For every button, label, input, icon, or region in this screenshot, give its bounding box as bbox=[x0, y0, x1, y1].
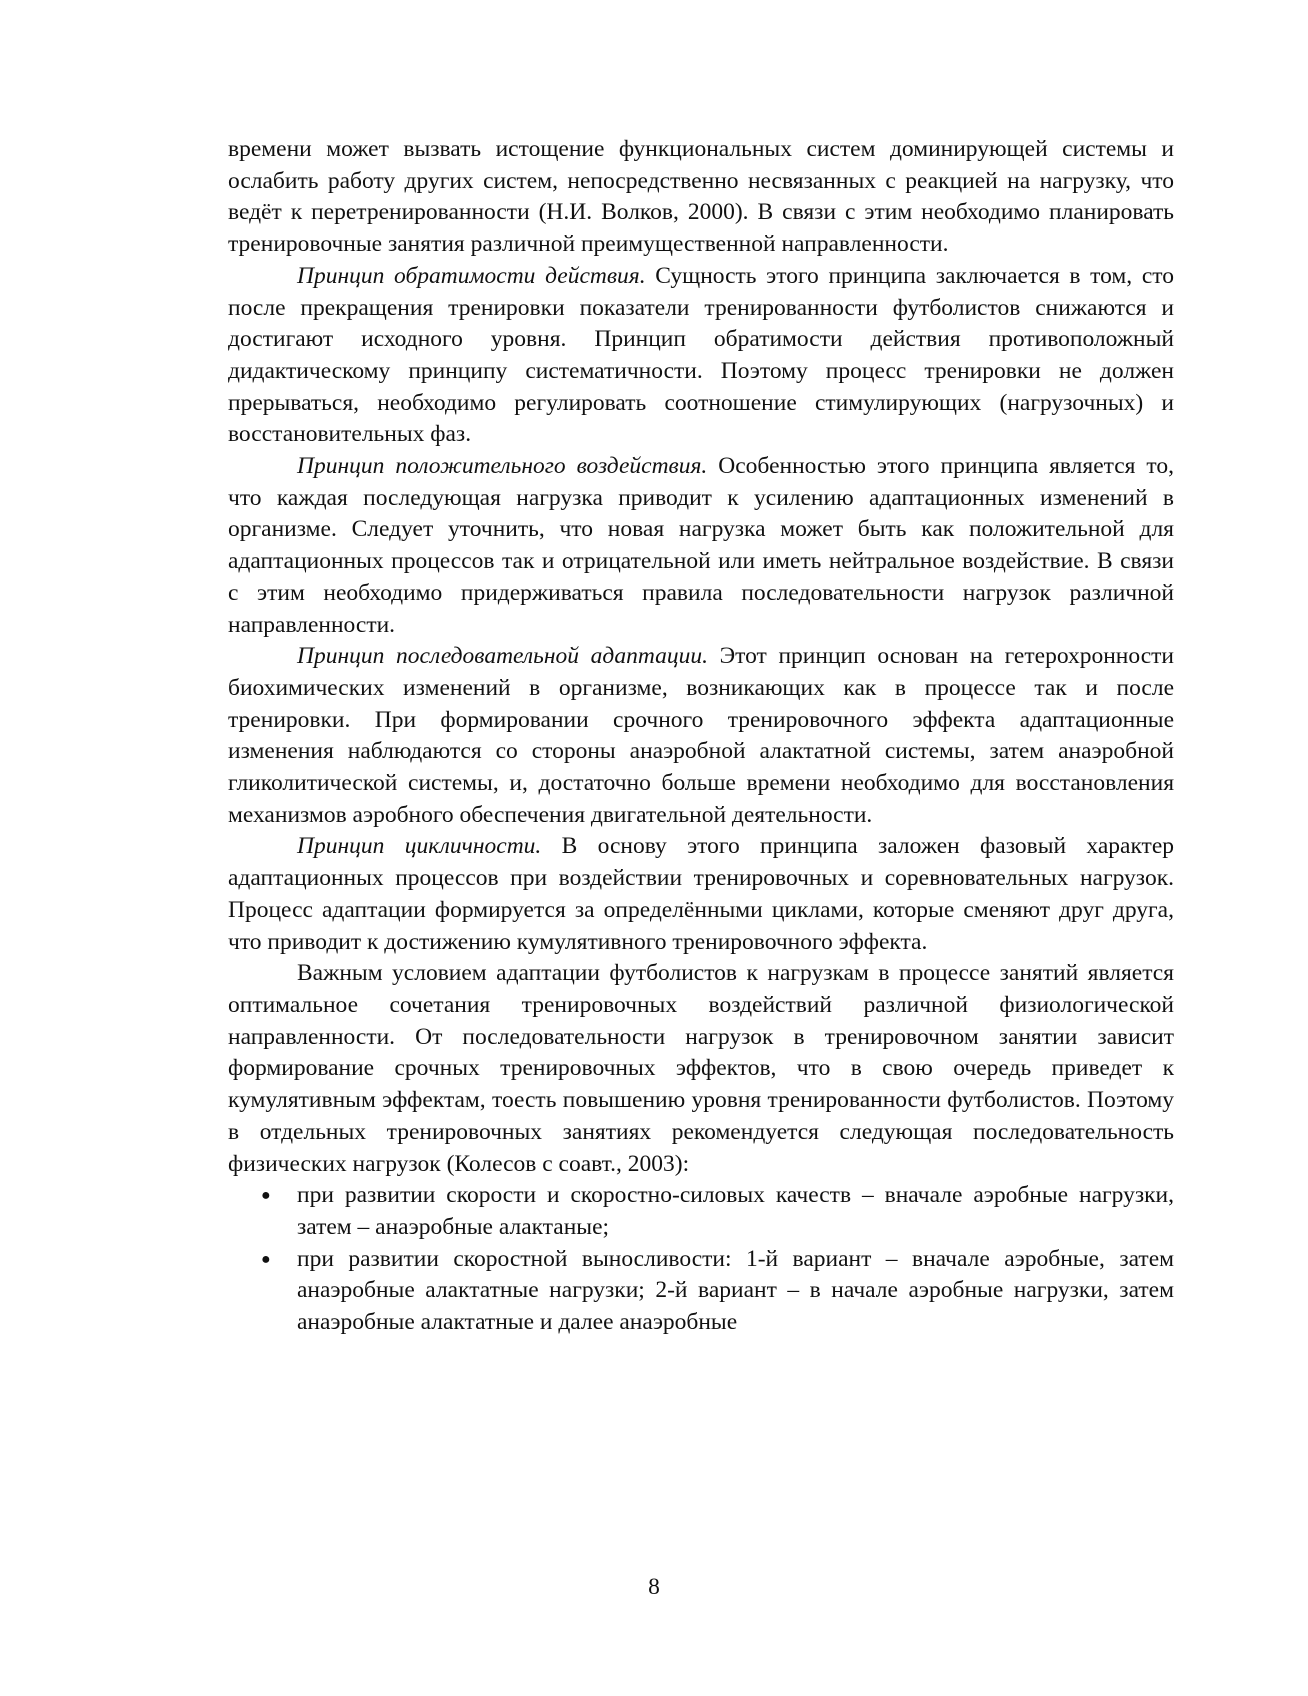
document-page bbox=[228, 134, 1174, 1339]
paragraph-text: Особенностью этого принципа является то, что каждая последующая нагрузка приводит к усилению адаптационных изменений в организме. Следует уточнить, что новая нагрузка может быть как положительной для адаптационных процессов так и отрицательной или иметь нейтральное воздействие. В связи с этим необходимо придерживаться правила последовательности нагрузок различной направленности. bbox=[228, 453, 1174, 638]
paragraph-lead-italic: Принцип обратимости действия. bbox=[297, 262, 646, 289]
paragraph-sequential-adaptation-principle bbox=[228, 641, 1174, 831]
list-item bbox=[261, 1180, 1174, 1243]
paragraph-load-sequence bbox=[228, 958, 1174, 1180]
bullet-icon: ● bbox=[261, 1187, 271, 1205]
paragraph-cyclicity-principle bbox=[228, 831, 1174, 958]
paragraph-reversibility-principle bbox=[228, 261, 1174, 451]
paragraph-text: Сущность этого принципа заключается в том, сто после прекращения тренировки показатели тренированности футболистов снижаются и достигают исходного уровня. Принцип обратимости действия противоположный дидактическому принципу систематичности. Поэтому процесс тренировки не должен прерываться, необходимо регулировать соотношение стимулирующих (нагрузочных) и восстановительных фаз. bbox=[228, 262, 1174, 448]
paragraph-lead-italic: Принцип положительного воздействия. bbox=[297, 453, 708, 480]
paragraph-text: Важным условием адаптации футболистов к нагрузкам в процессе занятий является оптимальное сочетания тренировочных воздействий различной физиологической направленности. От последовательности нагрузок в тренировочном занятии зависит формирование срочных тренировочных эффектов, что в свою очередь приведет к кумулятивным эффектам, тоесть повышению уровня тренированности футболистов. Поэтому в отдельных тренировочных занятиях рекомендуется следующая последовательность физических нагрузок (Колесов с соавт., 2003): bbox=[228, 960, 1174, 1177]
list-item-text: при развитии скоростной выносливости: 1-й вариант – вначале аэробные, затем анаэробные алактатные нагрузки; 2-й вариант – в начале аэробные нагрузки, затем анаэробные алактатные и далее анаэробные bbox=[297, 1245, 1174, 1336]
paragraph-lead-italic: Принцип последовательной адаптации. bbox=[297, 643, 708, 670]
paragraph-continuation bbox=[228, 134, 1174, 261]
paragraph-text: Этот принцип основан на гетерохронности биохимических изменений в организме, возникающих как в процессе так и после тренировки. При формировании срочного тренировочного эффекта адаптационные изменения наблюдаются со стороны анаэробной алактатной системы, затем анаэробной гликолитической системы, и, достаточно больше времени необходимо для восстановления механизмов аэробного обеспечения двигательной деятельности. bbox=[228, 643, 1174, 828]
page-number: 8 bbox=[648, 1574, 660, 1600]
paragraph-lead-italic: Принцип цикличности. bbox=[297, 833, 542, 860]
bullet-list bbox=[228, 1180, 1174, 1339]
paragraph-text: В основу этого принципа заложен фазовый характер адаптационных процессов при воздействии тренировочных и соревновательных нагрузок. Процесс адаптации формируется за определёнными циклами, которые сменяют друг друга, что приводит к достижению кумулятивного тренировочного эффекта. bbox=[228, 833, 1174, 955]
paragraph-text: времени может вызвать истощение функциональных систем доминирующей системы и ослабить работу других систем, непосредственно несвязанных с реакцией на нагрузку, что ведёт к перетренированности (Н.И. Волков, 2000). В связи с этим необходимо планировать тренировочные занятия различной преимущественной направленности. bbox=[228, 136, 1174, 258]
list-item-text: при развитии скорости и скоростно-силовых качеств – вначале аэробные нагрузки, затем – анаэробные алактаные; bbox=[297, 1182, 1174, 1240]
bullet-icon: ● bbox=[261, 1250, 271, 1268]
list-item bbox=[261, 1244, 1174, 1339]
paragraph-positive-impact-principle bbox=[228, 451, 1174, 641]
